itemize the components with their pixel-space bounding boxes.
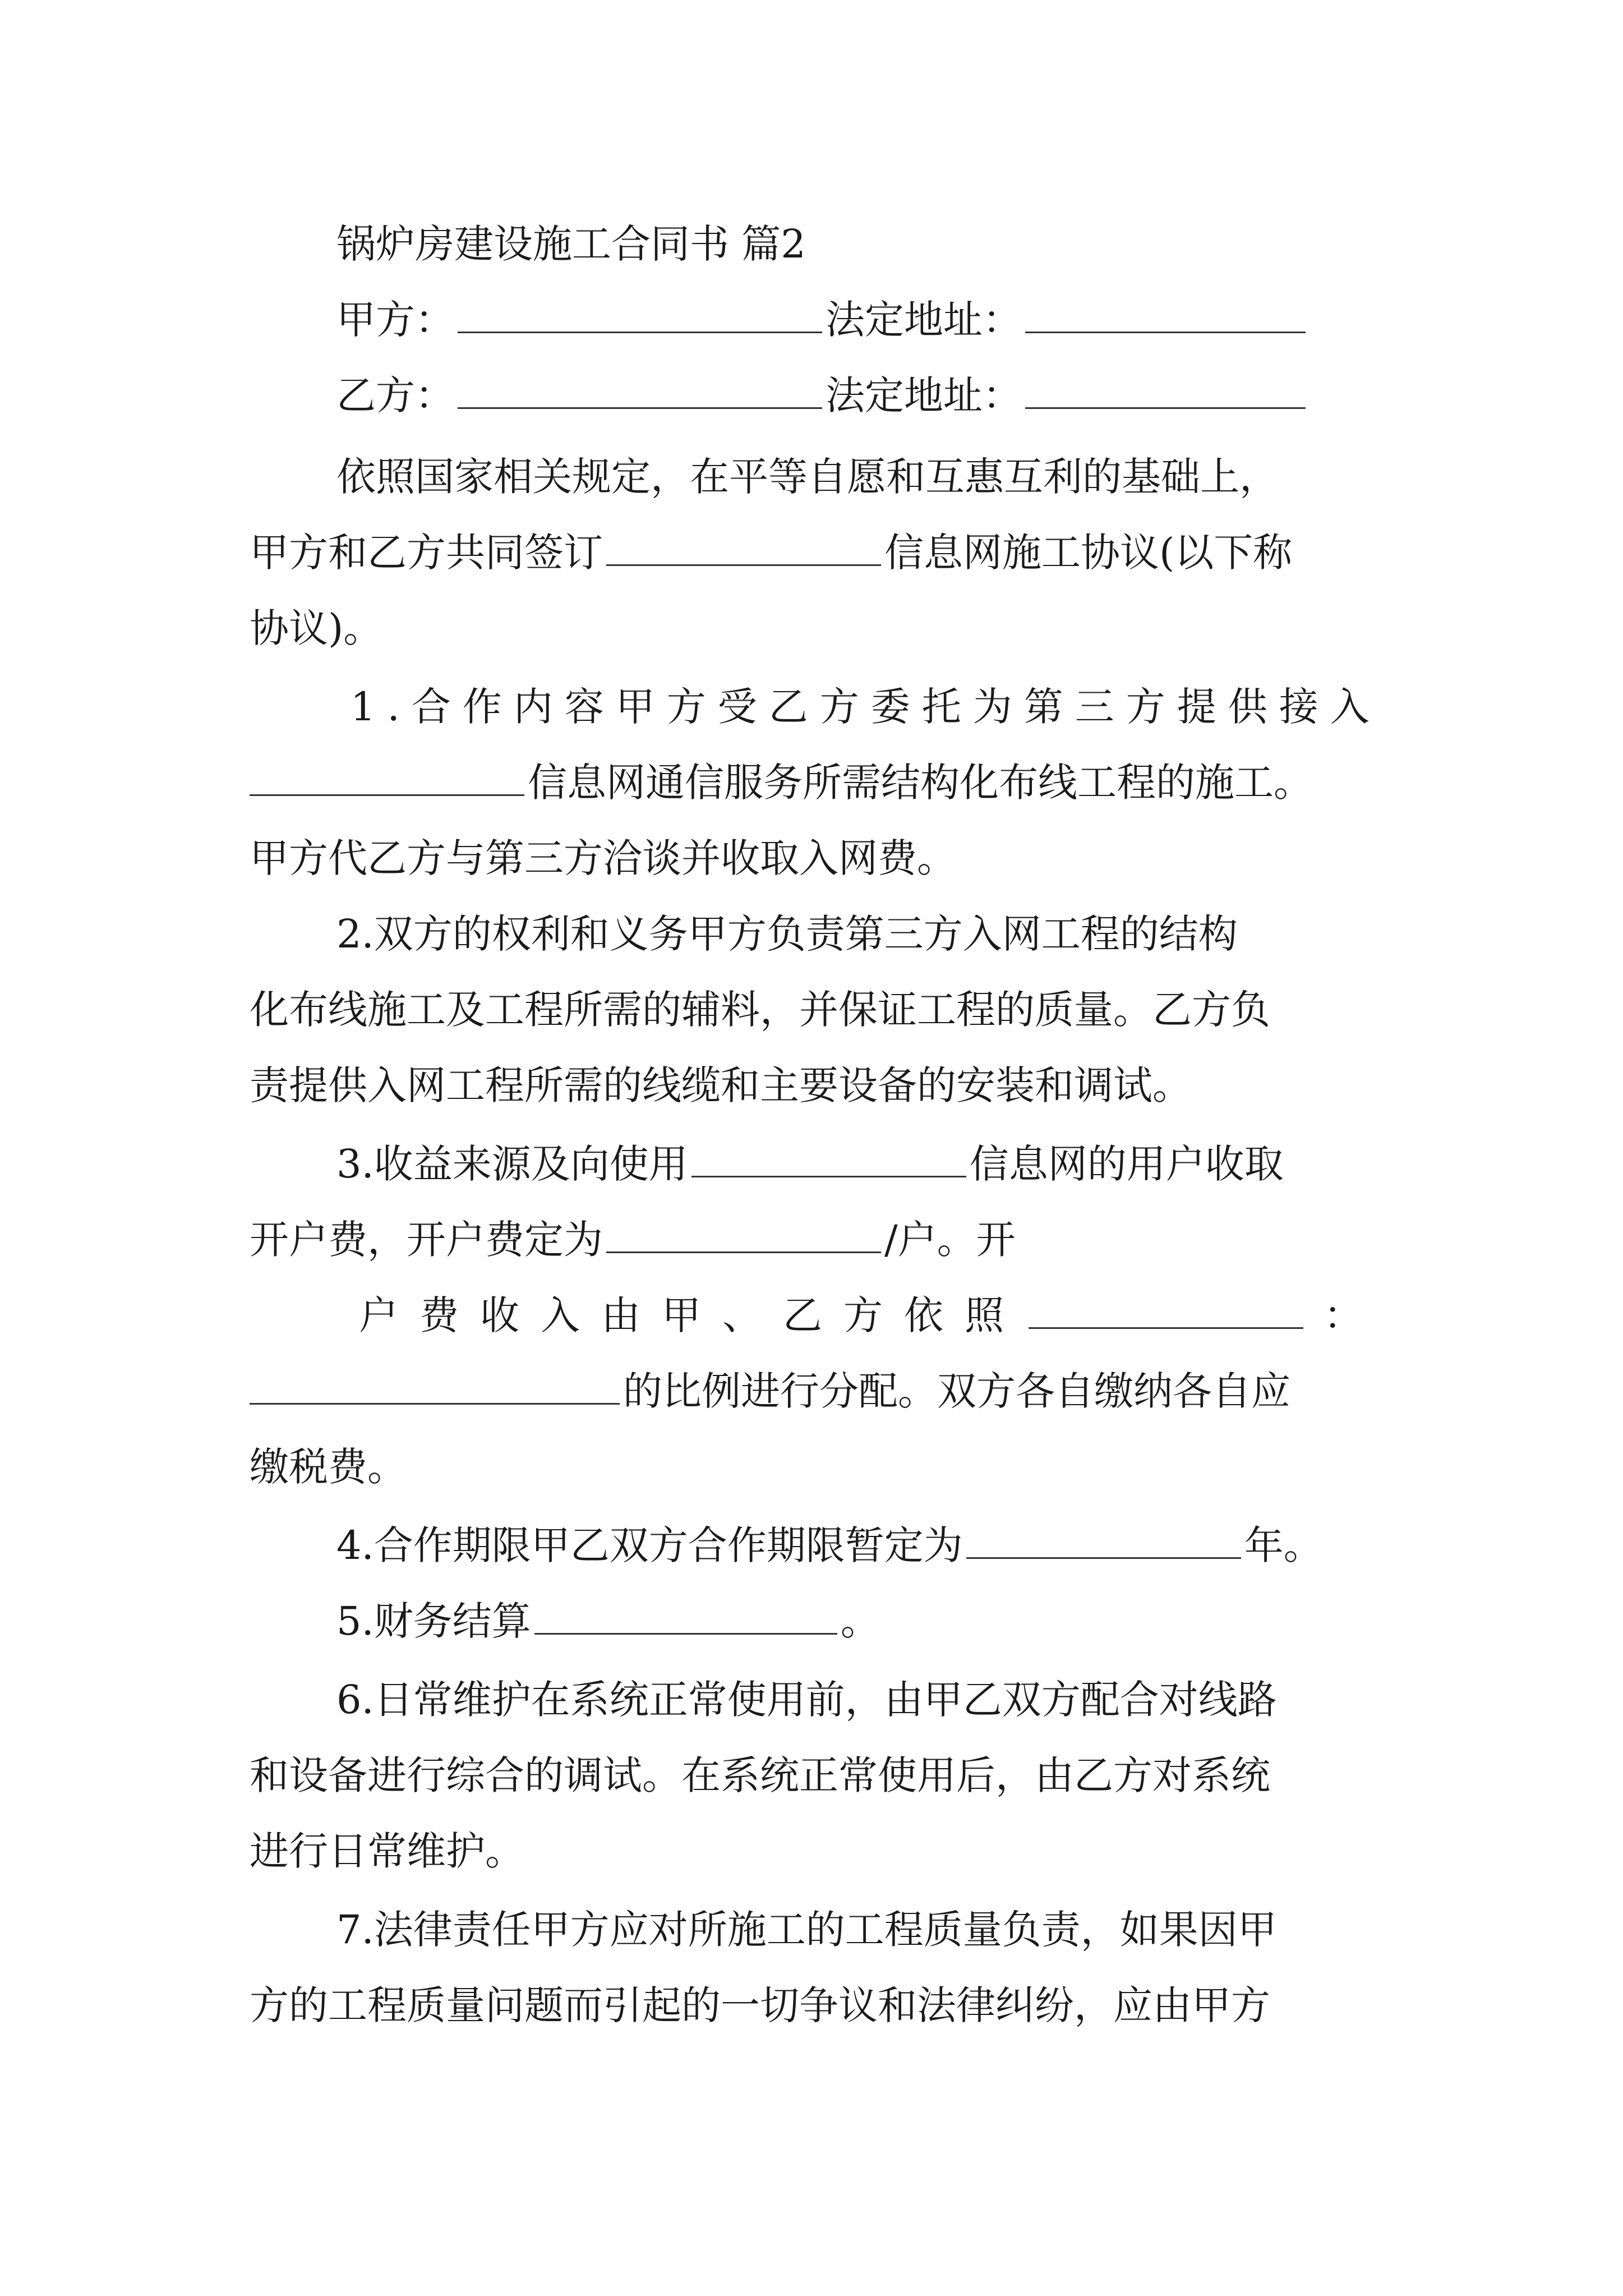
- clause-3-line-5: 缴税费。: [250, 1444, 407, 1490]
- agreement-name-blank: [606, 530, 881, 566]
- clause-3-line-3: 户费收入由甲、乙方依照 ：: [359, 1292, 1363, 1338]
- party-a-blank: [458, 297, 822, 333]
- network-usage-blank: [691, 1141, 966, 1177]
- clause-1-line-3: 甲方代乙方与第三方洽谈并收取入网费。: [250, 835, 956, 881]
- clause-6-line-2: 和设备进行综合的调试。在系统正常使用后，由乙方对系统: [250, 1752, 1270, 1798]
- clause-3-line-2: 开户费，开户费定为 /户。开: [250, 1217, 1016, 1263]
- party-b-blank: [458, 372, 822, 409]
- fee-amount-blank: [606, 1217, 881, 1253]
- clause-2-line-1: 2.双方的权利和义务甲方负责第三方入网工程的结构: [336, 911, 1238, 957]
- clause-6-line-1: 6.日常维护在系统正常使用前，由甲乙双方配合对线路: [336, 1677, 1277, 1723]
- network-name-blank: [250, 760, 524, 796]
- intro-line-2: 甲方和乙方共同签订 信息网施工协议(以下称: [250, 530, 1293, 576]
- clause-2-line-3: 责提供入网工程所需的线缆和主要设备的安装和调试。: [250, 1062, 1192, 1108]
- intro-line-1: 依照国家相关规定，在平等自愿和互惠互利的基础上，: [336, 454, 1279, 500]
- clause-7-line-2: 方的工程质量问题而引起的一切争议和法律纠纷，应由甲方: [250, 1982, 1270, 2028]
- ratio-a-blank: [1029, 1292, 1303, 1329]
- party-b-address-blank: [1025, 372, 1306, 409]
- clause-3-line-4: 的比例进行分配。双方各自缴纳各自应: [0, 1363, 1623, 1419]
- party-b-label: 乙方：: [336, 372, 454, 418]
- clause-3-line-1: 3.收益来源及向使用 信息网的用户收取: [336, 1141, 1284, 1187]
- clause-6-line-3: 进行日常维护。: [250, 1828, 524, 1874]
- clause-1-line-1: 1.合作内容甲方受乙方委托为第三方提供接入: [351, 684, 1381, 730]
- term-years-blank: [966, 1522, 1241, 1559]
- ratio-b-blank: [250, 1368, 620, 1405]
- party-a-address-label: 法定地址：: [826, 297, 1022, 343]
- party-a-address-blank: [1025, 297, 1306, 333]
- clause-5-line-1: 5.财务结算 。: [336, 1598, 880, 1644]
- settlement-blank: [534, 1598, 837, 1635]
- clause-2-line-2: 化布线施工及工程所需的辅料，并保证工程的质量。乙方负: [250, 987, 1270, 1033]
- party-a-label: 甲方：: [336, 297, 454, 343]
- document-title: 锅炉房建设施工合同书 篇2: [336, 221, 806, 267]
- clause-4-line-1: 4.合作期限甲乙双方合作期限暂定为 年。: [336, 1522, 1323, 1568]
- intro-line-3: 协议)。: [250, 605, 383, 651]
- party-b-address-label: 法定地址：: [826, 372, 1022, 418]
- party-b-row: [0, 367, 1623, 424]
- clause-7-line-1: 7.法律责任甲方应对所施工的工程质量负责，如果因甲: [336, 1907, 1277, 1953]
- clause-1-line-2: 信息网通信服务所需结构化布线工程的施工。: [0, 754, 1623, 811]
- party-a-row: [0, 292, 1623, 348]
